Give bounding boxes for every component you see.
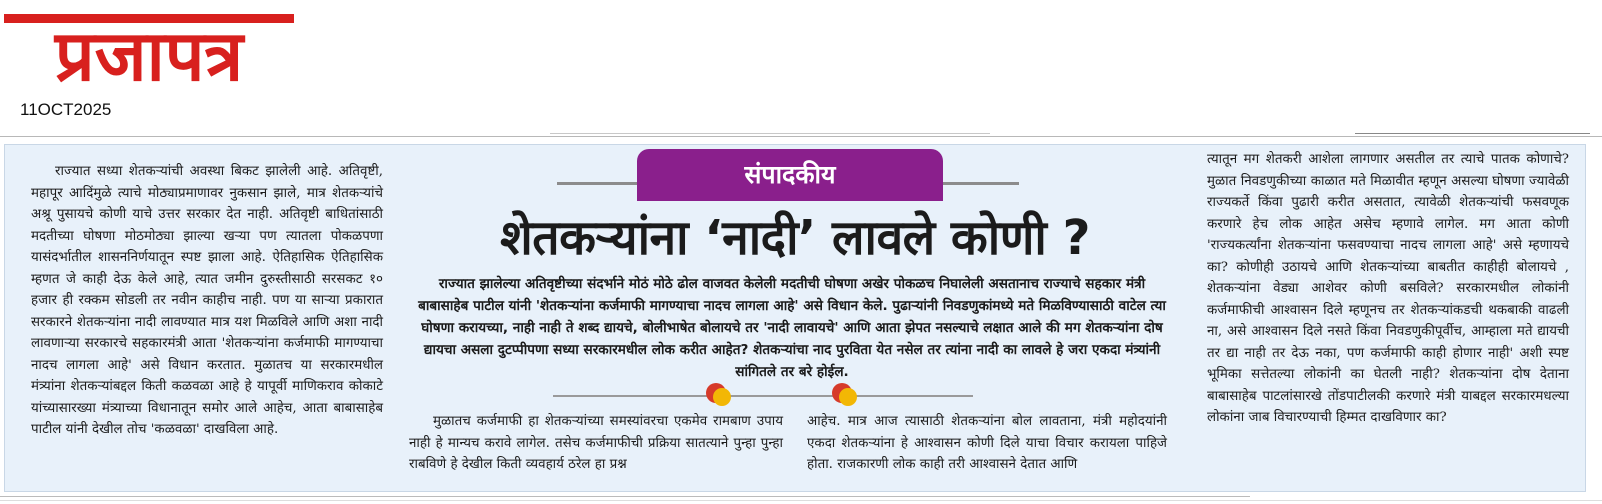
page-rule: [0, 500, 1602, 501]
headline: शेतकऱ्यांना ‘नादी’ लावले कोणी ?: [500, 210, 1090, 266]
center-column-2: [807, 411, 1167, 476]
section-divider: [553, 395, 973, 397]
section-kicker: संपादकीय: [637, 149, 943, 201]
page-rule: [0, 496, 1250, 497]
kicker-rule-left: [557, 182, 637, 185]
kicker-rule-right: [943, 182, 1019, 185]
bullet-ornament: [706, 383, 726, 403]
edition-date: 11OCT2025: [20, 100, 112, 119]
logo-text: प्रजापत्र: [54, 15, 244, 90]
page-rule: [0, 136, 1602, 137]
lead-paragraph: राज्यात झालेल्या अतिवृष्टीच्या संदर्भाने मोठं मोठे ढोल वाजवत केलेली मदतीची घोषणा अखेर पोकळच निघालेली असतानाच राज्याचे सहकार मंत्री बाबासाहेब पाटील यांनी 'शेतकऱ्यांना कर्जमाफी मागण्याचा नादच लागला आहे' असे विधान केले. पुढाऱ्यांनी निवडणुकांमध्ये मते मिळविण्यासाठी वाटेल त्या घोषणा करायच्या, नाही नाही ते शब्द द्यायचे, बोलीभाषेत बोलायचे तर 'नादी लावायचे' आणि आता झेपत नसल्याचे लक्षात आले की मग शेतकऱ्यांना दोष द्यायचा असला दुटप्पीपणा सध्या सरकारमधील लोक करीत आहेत? शेतकऱ्यांचा नाद पुरविता येत नसेल तर त्यांना नादी का लावले हे जरा एकदा मंत्र्यांनी सांगितले तर बरे होईल.: [418, 276, 1166, 380]
center-column-1-text: मुळातच कर्जमाफी हा शेतकऱ्यांच्या समस्यांवरचा एकमेव रामबाण उपाय नाही हे मान्यच करावे लागेल. तसेच कर्जमाफीची प्रक्रिया सातत्याने पुन्हा पुन्हा राबविणे हे देखील किती व्यवहार्य ठरेल हा प्रश्न: [409, 414, 783, 472]
page-rule: [1355, 133, 1590, 134]
editorial-clipping: [4, 144, 1586, 492]
newspaper-logo: [4, 10, 294, 90]
right-column: [1207, 149, 1569, 429]
center-column-2-text: आहेच. मात्र आज त्यासाठी शेतकऱ्यांना बोल लावताना, मंत्री महोदयांनी एकदा शेतकऱ्यांना हे आश्वासन कोणी दिले याचा विचार करायला पाहिजे होता. राजकारणी लोक काही तरी आश्वासने देतात आणि: [807, 414, 1167, 472]
logo-wordmark: [4, 10, 294, 90]
page-rule: [550, 133, 990, 134]
bullet-ornament: [832, 383, 852, 403]
left-column: [31, 161, 383, 441]
left-column-text: राज्यात सध्या शेतकऱ्यांची अवस्था बिकट झालेली आहे. अतिवृष्टी, महापूर आदिंमुळे त्याचे मोठ्याप्रमाणावर नुकसान झाले, मात्र शेतकऱ्यांचे अश्रू पुसायचे कोणी याचे उत्तर सरकार देत नाही. अतिवृष्टी बाधितांसाठी मदतीच्या घोषणा मोठमोठ्या झाल्या खऱ्या पण त्यातला पोकळपणा यासंदर्भातील शासननिर्णयातून स्पष्ट झाला आहे. ऐतिहासिक ऐतिहासिक म्हणत जे काही देऊ केले आहे, त्यात जमीन दुरुस्तीसाठी सरसकट १० हजार ही रक्कम सोडली तर नवीन काहीच नाही. पण या साऱ्या प्रकारात सरकारने शेतकऱ्यांना नादी लावण्यात मात्र यश मिळविले आणि अशा नादी लावणाऱ्या सरकारचे सहकारमंत्री आता 'शेतकऱ्यांना कर्जमाफी मागण्याचा नादच लागला आहे' असे विधान करतात. मुळातच या सरकारमधील मंत्र्यांना शेतकऱ्यांबद्दल किती कळवळा आहे हे यापूर्वी माणिकराव कोकाटे यांच्यासारख्या मंत्र्याच्या विधानातून समोर आले आहेच, आता बाबासाहेब पाटील यांनी देखील तोच 'कळवळा' दाखविला आहे.: [31, 164, 383, 437]
center-column-1: [409, 411, 783, 476]
right-column-text: त्यातून मग शेतकरी आशेला लागणार असतील तर त्याचे पातक कोणाचे? मुळात निवडणुकीच्या काळात मते मिळावीत म्हणून असल्या घोषणा ज्यावेळी राज्यकर्ते किंवा पुढारी करीत असतात, त्यावेळी शेतकऱ्यांची फसवणूक करणारे हेच लोक आहेत असेच म्हणावे लागेल. मग आता कोणी 'राज्यकर्त्यांना शेतकऱ्यांना फसवण्याचा नादच लागला आहे' असे म्हणायचे का? कोणीही उठायचे आणि शेतकऱ्यांच्या बाबतीत काहीही बोलायचे , शेतकऱ्यांना वेड्या आशेवर कोणी बसविले? सरकारमधील लोकांनी कर्जमाफीची आश्वासन दिले म्हणूनच तर शेतकऱ्यांकडची थकबाकी वाढली ना, असे आश्वासन दिले नसते किंवा निवडणुकीपूर्वीच, आम्हाला मते द्यायची तर द्या नाही तर देऊ नका, पण कर्जमाफी काही होणार नाही' अशी स्पष्ट भूमिका सत्तेतल्या लोकांनी का घेतली नाही? शेतकऱ्यांना दोष देताना बाबासाहेब पाटलांसारखे तोंडपाटीलकी करणारे मंत्री याबद्दल सरकारमधल्या लोकांना जाब विचारण्याची हिम्मत दाखविणार का?: [1207, 152, 1569, 425]
